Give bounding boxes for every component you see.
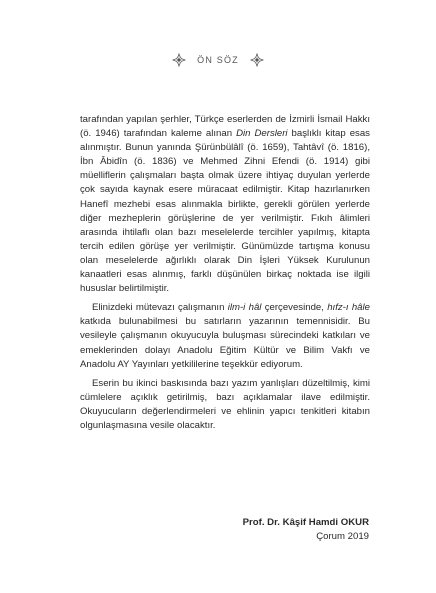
text-run: çerçevesinde, [261,302,328,314]
ornament-icon [171,52,187,68]
page-header [0,52,436,68]
place-year: Çorum 2019 [316,531,369,542]
italic-term: hıfz-ı hâle [327,302,370,314]
signature-block [243,516,369,544]
text-run: Elinizdeki mütevazı çalışmanın [92,302,228,314]
author-name: Prof. Dr. Kâşif Hamdi OKUR [242,517,369,528]
body-text [80,113,370,438]
text-run: Eserin bu ikinci baskısında bazı yazım yanlışları düzeltilmiş, kimi cümlelere açıklık getirilmiş, bazı açıklamalar ilave edilmiştir. Okuyucuların değerlendirmeleri ve ehlinin yapıcı tenkitleri kitabın olgunlaşmasına vesile olacaktır. [80,377,370,431]
paragraph [80,377,370,433]
paragraph [80,301,370,371]
paragraph [80,113,370,296]
text-run: katkıda bulunabilmesi bu satırların yazarının temennisidir. Bu vesileyle çalışmanın okuyucuyla buluşması sürecindeki katkıları ve emeklerinden dolayı Anadolu Eğitim Kültür ve Bilim Vakfı ve Anadolu AY Yayınları yetkililerine teşekkür ediyorum. [80,316,370,370]
italic-title: Din Dersleri [236,128,288,140]
text-run: tarafından yapılan şerhler, Türkçe eserlerden de İzmirli İsmail Hakkı (ö. 1946) tarafından kaleme alınan [80,114,370,140]
italic-term: ilm-i hâl [227,302,262,314]
ornament-icon [249,52,265,68]
page-title: ÖN SÖZ [197,55,239,65]
text-run: başlıklı kitap esas alınmıştır. Bunun yanında Şürünbülâlî (ö. 1659), Tahtâvî (ö. 1816), İbn Âbidîn (ö. 1836) ve Mehmed Zihni Efendi (ö. 1914) gibi müelliflerin çalışmaları başta olmak üzere ihtiyaç duyulan yerlerde çok sayıda kaynak esere müracaat edilmiştir. Kitap hazırlanırken Hanefî mezhebi esas alınmakla birlikte, gerekli görülen yerlerde diğer mezheplerin görüşlerine de yer verilmiştir. Fıkıh âlimleri arasında ihtilaflı olan bazı meselelerde tercihler yapılmış, kitapta tercih edilen görüşe yer verilmiştir. Günümüzde tartışma konusu olan meselelerde ağırlıklı olarak Din İşleri Yüksek Kurulunun kanaatleri esas alınmış, farklı düşünülen birkaç noktada ise ilgili hususlar belirtilmiştir. [80,128,370,295]
